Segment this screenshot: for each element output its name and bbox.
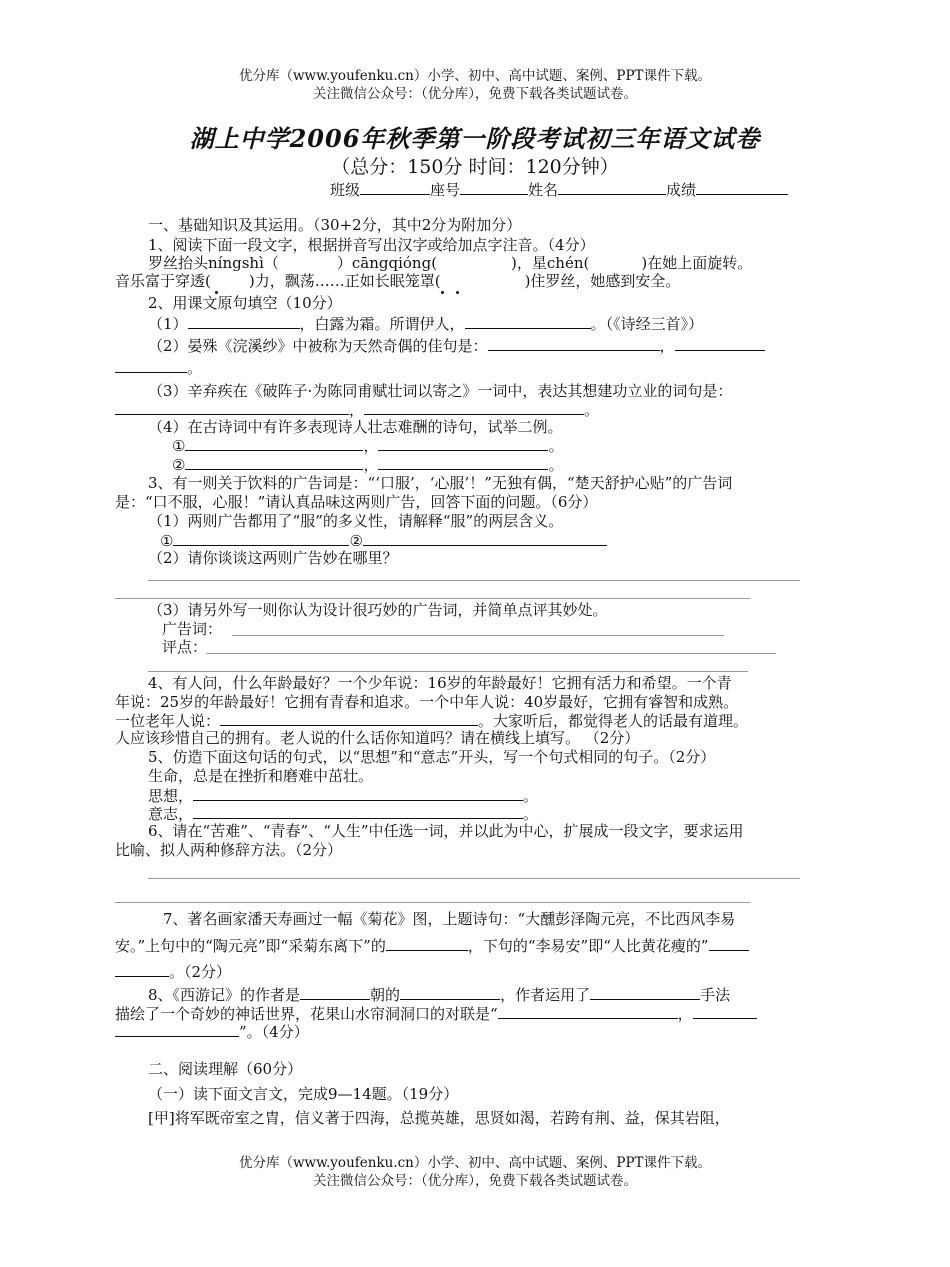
q2-example-2-period: 。 xyxy=(548,456,564,474)
q4-line-3 xyxy=(115,711,748,730)
q5-line-1 xyxy=(148,786,538,805)
q7-answer-2-cont[interactable] xyxy=(115,962,169,977)
q2-blank-8[interactable] xyxy=(378,436,548,451)
q4-line-1: 4、有人问，什么年龄最好？一个少年说：16岁的年龄最好！它拥有活力和希望。一个青 xyxy=(148,674,732,692)
q8-points: ”。（4分） xyxy=(239,1023,309,1041)
class-field[interactable] xyxy=(360,180,430,195)
q2-p1-text: ，白露为霜。所谓伊人， xyxy=(299,315,465,333)
q8-text-f: ， xyxy=(677,1005,693,1023)
q1-line-1 xyxy=(148,254,752,272)
q8-line-2 xyxy=(115,1004,757,1023)
q2-p2-comma: ， xyxy=(659,337,675,355)
q1-l1-part-c: )，星chén( xyxy=(511,254,590,272)
footer-line-1: 优分库（www.youfenku.cn）小学、初中、高中试题、案例、PPT课件下载。 xyxy=(238,1155,712,1171)
q8-answer-couplet-1[interactable] xyxy=(498,1004,678,1019)
q3-text-1: 3、有一则关于饮料的广告词是：“‘口服’，‘心服’！”无独有偶，“楚天舒护心贴”的广告词 xyxy=(148,474,733,492)
class-label: 班级 xyxy=(330,181,361,199)
emphasis-dot xyxy=(456,291,459,294)
q8-answer-dynasty[interactable] xyxy=(300,985,370,1000)
q2-part-2 xyxy=(148,336,765,355)
q2-blank-4[interactable] xyxy=(675,336,765,351)
answer-line[interactable] xyxy=(148,580,800,581)
q2-part-2-cont xyxy=(115,358,202,377)
q2-blank-4-cont[interactable] xyxy=(115,358,187,373)
q3-sub-1: （1）两则广告都用了“服”的多义性，请解释“服”的两层含义。 xyxy=(148,512,564,530)
q3-sub-1-answers xyxy=(160,531,607,550)
q1-l1-part-a: 罗丝抬头níngshì（ xyxy=(148,254,279,272)
q2-p1-label: （1） xyxy=(148,315,188,333)
header-line-2: 关注微信公众号：（优分库），免费下载各类试题试卷。 xyxy=(313,86,637,102)
q8-text-a: 8、《西游记》的作者是 xyxy=(148,986,301,1004)
q2-blank-1[interactable] xyxy=(188,314,300,329)
q3-ad-line[interactable] xyxy=(232,635,724,636)
q2-blank-6[interactable] xyxy=(364,400,584,415)
emphasis-dot xyxy=(441,291,444,294)
q7-line-2 xyxy=(115,936,749,955)
passage-jia: [甲]将军既帝室之胄，信义著于四海，总揽英雄，思贤如渴，若跨有荆、益，保其岩阻， xyxy=(148,1109,730,1127)
q3-answer-2[interactable] xyxy=(363,531,607,546)
page-title: 湖上中学2006年秋季第一阶段考试初三年语文试卷 xyxy=(189,124,761,153)
q3-answer-1[interactable] xyxy=(173,531,349,546)
q7-answer-2[interactable] xyxy=(709,936,749,951)
q8-text-d: 手法 xyxy=(700,986,731,1004)
q2-blank-3[interactable] xyxy=(488,336,660,351)
q6-line-2: 比喻、拟人两种修辞方法。（2分） xyxy=(115,841,343,859)
q8-text-c: ，作者运用了 xyxy=(500,986,591,1004)
q2-blank-7[interactable] xyxy=(185,436,363,451)
q2-example-2 xyxy=(172,455,563,474)
q2-blank-10[interactable] xyxy=(378,455,548,470)
q2-part-4: （4）在古诗词中有许多表现诗人壮志难酬的诗句，试举二例。 xyxy=(148,418,563,436)
q7-points: 。（2分） xyxy=(169,963,232,981)
q3-text-2: 是：“口不服，心服！”请认真品味这两则广告，回答下面的问题。（6分） xyxy=(115,493,598,511)
q2-example-1-mark: ① xyxy=(172,437,186,455)
q2-blank-9[interactable] xyxy=(185,455,363,470)
q2-blank-2[interactable] xyxy=(465,314,591,329)
q8-answer-technique[interactable] xyxy=(590,985,700,1000)
q2-part-1 xyxy=(148,314,703,333)
q1-l2-part-b: )力，飘荡……正如长眠笼罩( xyxy=(248,272,441,290)
page-subtitle: （总分：150分 时间：120分钟） xyxy=(331,156,619,178)
seat-field[interactable] xyxy=(460,180,528,195)
score-field[interactable] xyxy=(696,180,788,195)
q8-answer-couplet-2-cont[interactable] xyxy=(115,1022,239,1037)
q2-p2-period: 。 xyxy=(187,359,203,377)
q2-blank-5[interactable] xyxy=(115,400,349,415)
q4-answer[interactable] xyxy=(220,711,478,726)
q4-line-4: 人应该珍惜自己的拥有。老人说的什么话你知道吗？请在横线上填写。 （2分） xyxy=(115,729,640,747)
q7-text-b: ，下句的“李易安”即“人比黄花瘦的” xyxy=(467,937,709,955)
q7-line-3 xyxy=(115,962,231,981)
section-1-heading: 一、基础知识及其运用。（30+2分，其中2分为附加分） xyxy=(148,216,522,234)
q8-text-b: 朝的 xyxy=(370,986,401,1004)
section-2-sub-1: （一）读下面文言文，完成9—14题。（19分） xyxy=(148,1085,459,1103)
q2-example-1 xyxy=(172,436,563,455)
q2-example-1-comma: ， xyxy=(363,437,379,455)
q2-p2-text: （2）晏殊《浣溪纱》中被称为天然奇偶的佳句是： xyxy=(148,337,488,355)
q2-p3-comma: ， xyxy=(349,401,365,419)
q8-line-1 xyxy=(148,985,730,1004)
name-label: 姓名 xyxy=(528,181,559,199)
q5-prefix-2: 意志， xyxy=(148,805,194,823)
q5-prefix-1: 思想， xyxy=(148,787,194,805)
section-2-heading: 二、阅读理解（60分） xyxy=(148,1060,303,1078)
student-info-row xyxy=(330,180,788,199)
q8-text-e: 描绘了一个奇妙的神话世界，花果山水帘洞洞口的对联是“ xyxy=(115,1005,498,1023)
q2-part-3: （3）辛弃疾在《破阵子·为陈同甫赋壮词以寄之》一词中，表达其想建功立业的词句是： xyxy=(148,382,733,400)
q3-review-line[interactable] xyxy=(206,653,776,654)
q2-example-1-period: 。 xyxy=(548,437,564,455)
q2-example-2-mark: ② xyxy=(172,456,186,474)
answer-line[interactable] xyxy=(115,598,750,599)
q4-line-3-end: 。大家听后，都觉得老人的话最有道理。 xyxy=(478,712,749,730)
q1-l1-part-b: ）cāngqióng( xyxy=(336,254,438,272)
q2-example-2-comma: ， xyxy=(363,456,379,474)
q3-ad-label: 广告词： xyxy=(162,620,223,638)
q7-line-1: 7、著名画家潘天寿画过一幅《菊花》图，上题诗句：“大醺彭泽陶元亮，不比西风李易 xyxy=(163,910,736,928)
q1-l2-part-a: 音乐富于穿透( xyxy=(115,272,211,290)
q8-line-3 xyxy=(115,1022,309,1041)
q5-text: 5、仿造下面这句话的句式，以“思想”和“意志”开头，写一个句式相同的句子。（2分） xyxy=(148,748,716,766)
name-field[interactable] xyxy=(558,180,666,195)
q8-answer-couplet-2[interactable] xyxy=(693,1004,757,1019)
footer-line-2: 关注微信公众号：（优分库），免费下载各类试题试卷。 xyxy=(313,1173,637,1189)
header-line-1: 优分库（www.youfenku.cn）小学、初中、高中试题、案例、PPT课件下载。 xyxy=(238,68,712,84)
q3-mark-1: ① xyxy=(160,532,174,550)
q4-line-2: 年说：25岁的年龄最好！它拥有青春和追求。一个中年人说：40岁最好，它拥有睿智和成熟。 xyxy=(115,693,739,711)
q1-line-2 xyxy=(115,272,680,290)
q7-text-a: 安。”上句中的“陶元亮”即“采菊东离下”的 xyxy=(115,937,386,955)
q4-line-3-text: 一位老年人说： xyxy=(115,712,221,730)
q3-review-label: 评点： xyxy=(162,638,208,656)
q6-line-1: 6、请在“苦难”、“青春”、“人生”中任选一词，并以此为中心，扩展成一段文字，要求运用 xyxy=(148,822,744,840)
q7-answer-1[interactable] xyxy=(386,936,468,951)
q3-sub-3: （3）请另外写一则你认为设计很巧妙的广告词，并简单点评其妙处。 xyxy=(148,601,608,619)
answer-line[interactable] xyxy=(115,902,750,903)
q1-l2-part-c: )住罗丝，她感到安全。 xyxy=(524,272,681,290)
q2-part-3-blanks xyxy=(115,400,599,419)
q5-answer-2[interactable] xyxy=(193,804,523,819)
score-label: 成绩 xyxy=(666,181,697,199)
q2-text: 2、用课文原句填空（10分） xyxy=(148,294,342,312)
q5-end-2: 。 xyxy=(523,805,539,823)
q5-answer-1[interactable] xyxy=(193,786,523,801)
q2-p3-period: 。 xyxy=(584,401,600,419)
q5-end-1: 。 xyxy=(523,787,539,805)
q1-l1-part-d: )在她上面旋转。 xyxy=(641,254,753,272)
answer-line[interactable] xyxy=(148,671,748,672)
q5-line-2 xyxy=(148,804,538,823)
q1-text: 1、阅读下面一段文字，根据拼音写出汉字或给加点字注音。（4分） xyxy=(148,236,595,254)
answer-line[interactable] xyxy=(148,878,800,879)
q8-answer-author[interactable] xyxy=(400,985,500,1000)
q3-sub-2: （2）请你谈谈这两则广告妙在哪里？ xyxy=(148,549,398,567)
q5-example: 生命，总是在挫折和磨难中茁壮。 xyxy=(148,767,374,785)
q2-p1-source: 。（《诗经三首》） xyxy=(590,315,704,333)
q3-mark-2: ② xyxy=(349,532,363,550)
seat-label: 座号 xyxy=(430,181,461,199)
